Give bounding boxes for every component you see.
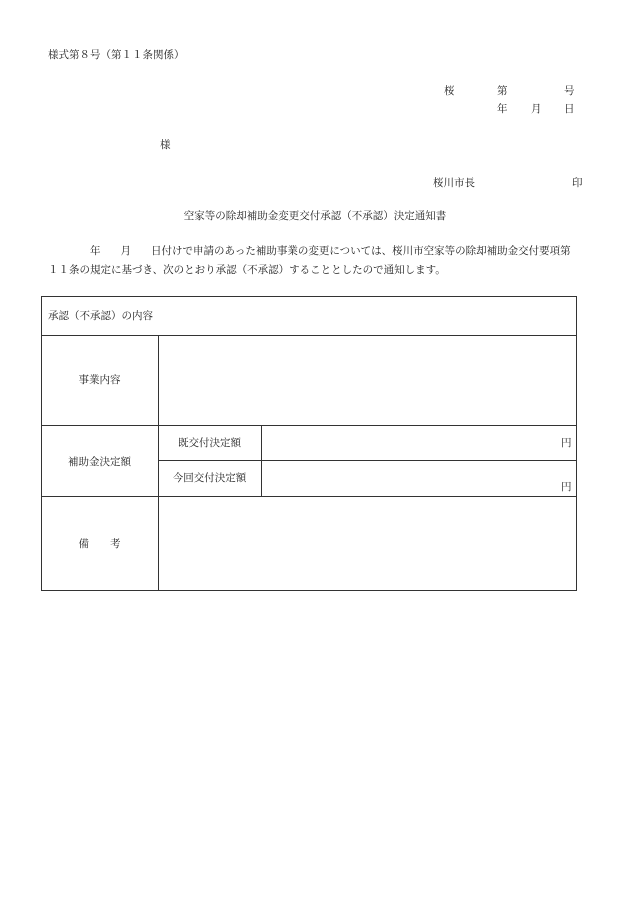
body-line-2: １１条の規定に基づき、次のとおり承認（不承認）することとしたので通知します。	[48, 264, 446, 276]
addressee-honorific: 様	[160, 139, 171, 151]
body-line-1	[48, 244, 571, 258]
section-header: 承認（不承認）の内容	[48, 310, 153, 322]
table-rule-project	[41, 425, 577, 426]
remarks-label: 備 考	[78, 538, 121, 550]
body-text-1: 日付けで申請のあった補助事業の変更については、桜川市空家等の除却補助金交付要項第	[151, 245, 571, 257]
table-rule-subsidy	[41, 496, 577, 497]
table-border-right	[576, 296, 577, 591]
current-amount-unit: 円	[561, 481, 572, 493]
table-border-top	[41, 296, 577, 297]
previous-amount-label: 既交付決定額	[178, 437, 241, 449]
project-label: 事業内容	[78, 374, 121, 386]
issue-date-year: 年	[497, 103, 508, 115]
table-rule-amount-column	[261, 425, 262, 497]
issue-date-day: 日	[564, 103, 575, 115]
issuer-name: 桜川市長	[433, 177, 475, 189]
document-number-dai: 第	[497, 85, 508, 97]
document-number-prefix: 桜	[444, 85, 455, 97]
table-border-bottom	[41, 590, 577, 591]
document-number-go: 号	[564, 85, 575, 97]
table-rule-header	[41, 335, 577, 336]
current-amount-label: 今回交付決定額	[172, 472, 247, 484]
document-title: 空家等の除却補助金変更交付承認（不承認）決定通知書	[183, 210, 447, 222]
issuer-seal: 印	[572, 177, 583, 189]
table-rule-amounts	[158, 460, 577, 461]
issue-date-month: 月	[531, 103, 542, 115]
body-year: 年	[90, 245, 101, 257]
previous-amount-unit: 円	[561, 437, 572, 449]
form-number: 様式第８号（第１１条関係）	[48, 49, 185, 61]
body-month: 月	[120, 245, 131, 257]
subsidy-label: 補助金決定額	[68, 456, 131, 468]
table-rule-label-column	[158, 335, 159, 591]
